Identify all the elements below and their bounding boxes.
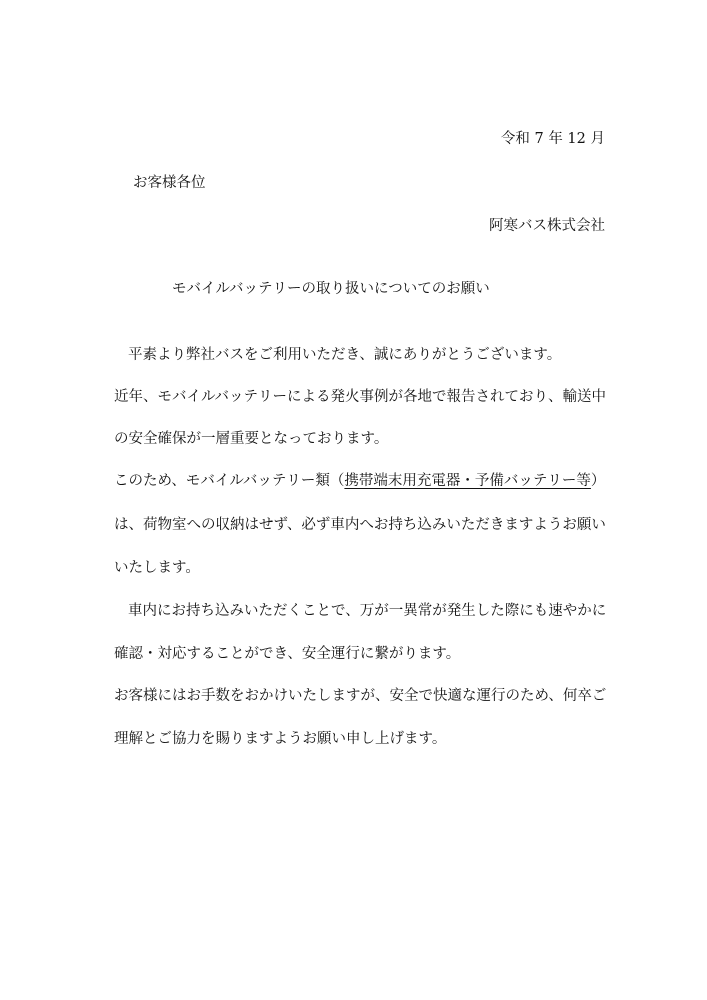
body-line-1: 平素より弊社バスをご利用いただき、誠にありがとうございます。 [128,347,562,363]
body-line-9: お客様にはお手数をおかけいたしますが、安全で快適な運行のため、何卒ご [114,688,607,704]
body-line-2: 近年、モバイルバッテリーによる発火事例が各地で報告されており、輸送中 [114,389,606,405]
body-line-4 [114,471,605,491]
body-line-3: の安全確保が一層重要となっております。 [114,431,389,447]
body-line-10: 理解とご協力を賜りますようお願い申し上げます。 [114,731,447,747]
company-name: 阿寒バス株式会社 [489,218,605,234]
underlined-item-list: 携帯端末用充電器・予備バッテリー等 [344,473,591,489]
document-subject: モバイルバッテリーの取り扱いについてのお願い [172,281,490,297]
document-date: 令和 7 年 12 月 [500,131,605,147]
body-line-5: は、荷物室への収納はせず、必ず車内へお持ち込みいただきますようお願い [114,517,606,533]
body-line-4-post: ） [590,473,606,489]
body-line-4-pre: このため、モバイルバッテリー類（ [114,473,345,489]
body-line-8: 確認・対応することができ、安全運行に繋がります。 [114,646,461,662]
body-line-7: 車内にお持ち込みいただくことで、万が一異常が発生した際にも速やかに [128,603,607,619]
body-line-6: いたします。 [114,560,200,576]
addressee: お客様各位 [133,175,206,191]
